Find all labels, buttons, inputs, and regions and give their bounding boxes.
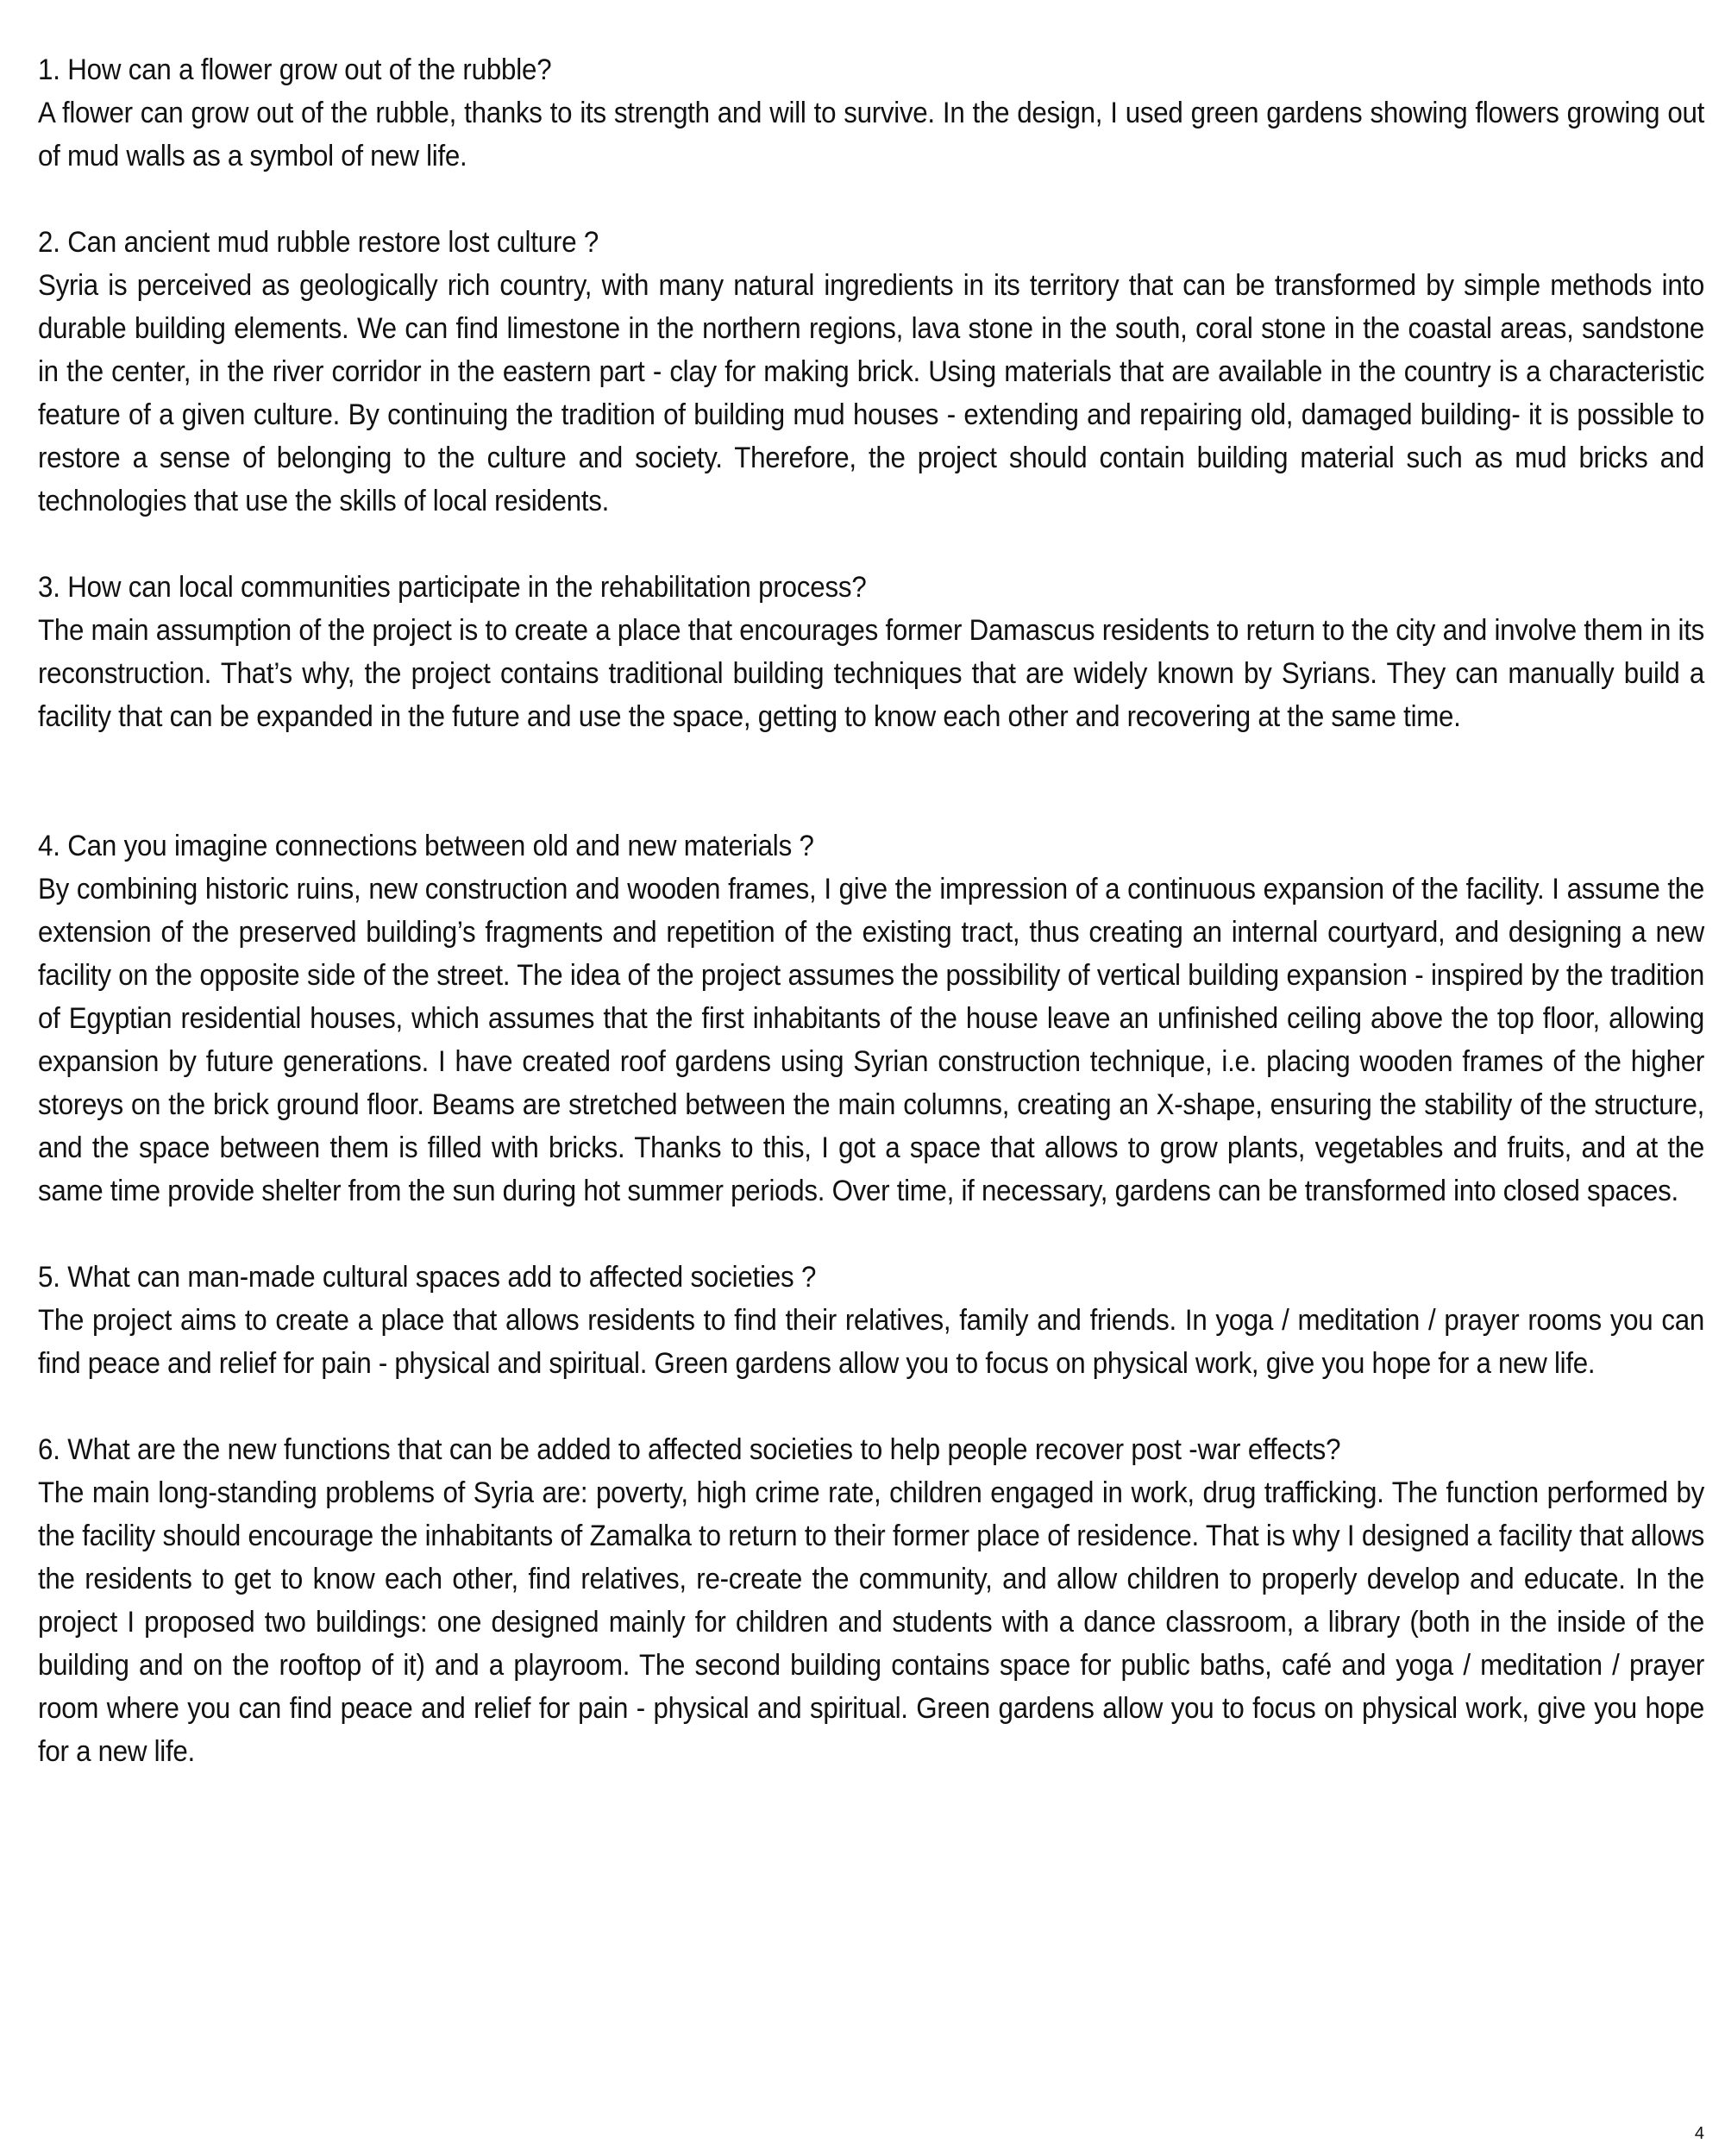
- section-1: [38, 48, 1704, 178]
- question-heading: 6. What are the new functions that can be added to affected societies to help people recover post -war effects?: [38, 1433, 1341, 1466]
- question-heading: 5. What can man-made cultural spaces add to affected societies ?: [38, 1261, 817, 1294]
- section-2: [38, 221, 1704, 523]
- spacer: [38, 178, 1704, 221]
- spacer: [38, 738, 1704, 824]
- section-3: [38, 566, 1704, 738]
- answer-paragraph: The main assumption of the project is to create a place that encourages former Damascus residents to return to the city and involve them in its reconstruction. That’s why, the project contains traditional building techniques that are widely known by Syrians. They can manually build a facility that can be expanded in the future and use the space, getting to know each other and recovering at the same time.: [38, 614, 1704, 733]
- answer-paragraph: Syria is perceived as geologically rich country, with many natural ingredients in its territory that can be transformed by simple methods into durable building elements. We can find limestone in the northern regions, lava stone in the south, coral stone in the coastal areas, sandstone in the center, in the river corridor in the eastern part - clay for making brick. Using materials that are available in the country is a characteristic feature of a given culture. By continuing the tradition of building mud houses - extending and repairing old, damaged building- it is possible to restore a sense of belonging to the culture and society. Therefore, the project should contain building material such as mud bricks and technologies that use the skills of local residents.: [38, 269, 1704, 517]
- answer-paragraph: The main long-standing problems of Syria are: poverty, high crime rate, children engaged in work, drug trafficking. The function performed by the facility should encourage the inhabitants of Zamalka to return to their former place of residence. That is why I designed a facility that allows the residents to get to know each other, find relatives, re-create the community, and allow children to properly develop and educate. In the project I proposed two buildings: one designed mainly for children and students with a dance classroom, a library (both in the inside of the building and on the rooftop of it) and a playroom. The second building contains space for public baths, café and yoga / meditation / prayer room where you can find peace and relief for pain - physical and spiritual. Green gardens allow you to focus on physical work, give you hope for a new life.: [38, 1476, 1704, 1768]
- document-body: [38, 48, 1704, 1773]
- answer-paragraph: By combining historic ruins, new construction and wooden frames, I give the impression of a continuous expansion of the facility. I assume the extension of the preserved building’s fragments and repetition of the existing tract, thus creating an internal courtyard, and designing a new facility on the opposite side of the street. The idea of the project assumes the possibility of vertical building expansion - inspired by the tradition of Egyptian residential houses, which assumes that the first inhabitants of the house leave an unfinished ceiling above the top floor, allowing expansion by future generations. I have created roof gardens using Syrian construction technique, i.e. placing wooden frames of the higher storeys on the brick ground floor. Beams are stretched between the main columns, creating an X-shape, ensuring the stability of the structure, and the space between them is filled with bricks. Thanks to this, I got a space that allows to grow plants, vegetables and fruits, and at the same time provide shelter from the sun during hot summer periods. Over time, if necessary, gardens can be transformed into closed spaces.: [38, 873, 1704, 1207]
- spacer: [38, 1385, 1704, 1428]
- section-4: [38, 824, 1704, 1213]
- spacer: [38, 523, 1704, 566]
- question-heading: 2. Can ancient mud rubble restore lost culture ?: [38, 226, 599, 259]
- page-number: 4: [1694, 2124, 1704, 2143]
- spacer: [38, 1213, 1704, 1256]
- question-heading: 1. How can a flower grow out of the rubble?: [38, 53, 552, 86]
- section-6: [38, 1428, 1704, 1773]
- question-heading: 3. How can local communities participate in the rehabilitation process?: [38, 571, 867, 604]
- section-5: [38, 1256, 1704, 1385]
- question-heading: 4. Can you imagine connections between old and new materials ?: [38, 830, 814, 862]
- answer-paragraph: The project aims to create a place that allows residents to find their relatives, family and friends. In yoga / meditation / prayer rooms you can find peace and relief for pain - physical and spiritual. Green gardens allow you to focus on physical work, give you hope for a new life.: [38, 1304, 1704, 1380]
- answer-paragraph: A flower can grow out of the rubble, thanks to its strength and will to survive. In the design, I used green gardens showing flowers growing out of mud walls as a symbol of new life.: [38, 97, 1704, 172]
